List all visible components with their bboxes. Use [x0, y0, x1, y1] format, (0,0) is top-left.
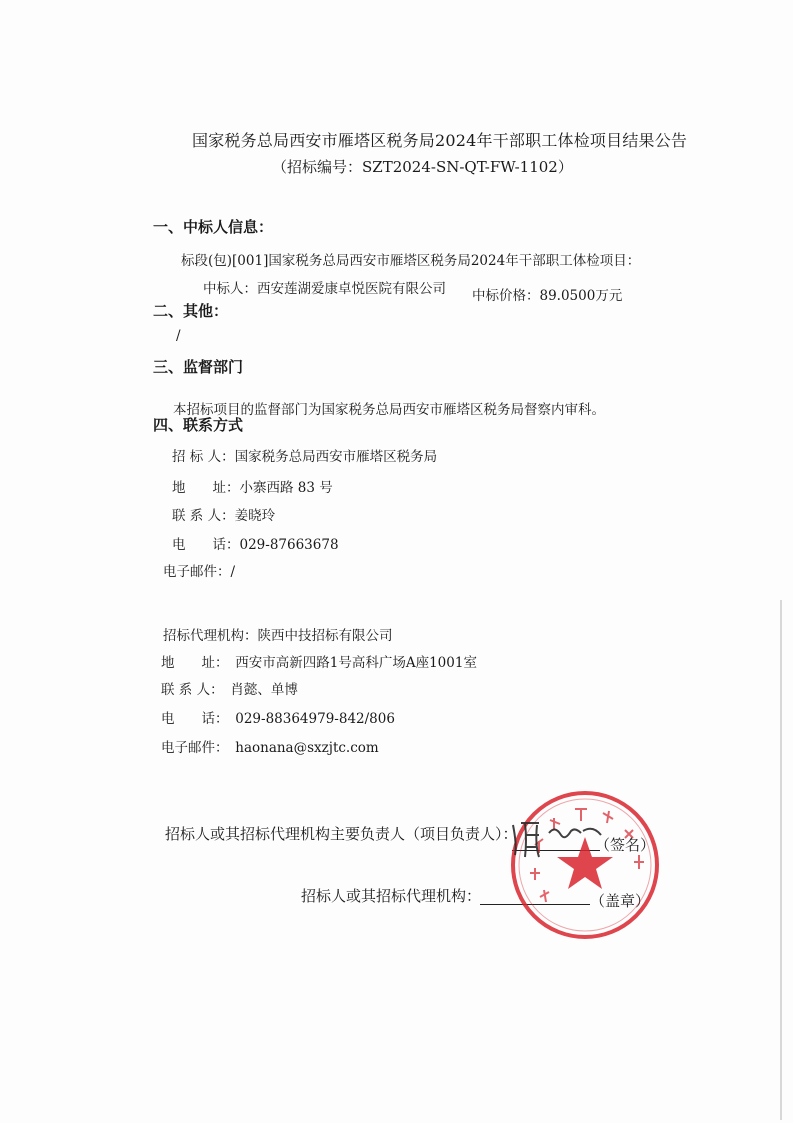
section-4-heading: 四、联系方式	[153, 416, 244, 434]
tenderer-phone: 电 话：029-87663678	[172, 537, 339, 553]
official-seal-stamp	[505, 785, 665, 945]
section-1-heading: 一、中标人信息：	[153, 218, 274, 236]
agency-phone: 电 话： 029-88364979-842/806	[161, 711, 395, 727]
agency-address: 地 址： 西安市高新四路1号高科广场A座1001室	[161, 655, 477, 671]
tenderer-address: 地 址：小寨西路 83 号	[172, 480, 333, 496]
agency-contact: 联 系 人： 肖懿、单博	[161, 682, 298, 698]
tenderer-contact: 联 系 人：姜晓玲	[172, 508, 276, 524]
tenderer-name: 招 标 人：国家税务总局西安市雁塔区税务局	[172, 449, 438, 465]
document-subtitle: （招标编号：SZT2024-SN-QT-FW-1102）	[272, 158, 573, 176]
section-3-heading: 三、监督部门	[153, 358, 244, 376]
responsible-label: 招标人或其招标代理机构主要负责人（项目负责人）：	[165, 825, 518, 843]
winning-price: 中标价格：89.0500万元	[472, 288, 623, 304]
other-content: /	[176, 328, 181, 344]
seal-label: （盖章）	[590, 892, 651, 910]
document-title: 国家税务总局西安市雁塔区税务局2024年干部职工体检项目结果公告	[192, 131, 688, 150]
lot-description: 标段(包)[001]国家税务总局西安市雁塔区税务局2024年干部职工体检项目：	[181, 253, 641, 269]
org-label: 招标人或其招标代理机构：	[301, 887, 482, 905]
agency-email: 电子邮件： haonana@sxzjtc.com	[161, 740, 379, 756]
tenderer-email: 电子邮件：/	[163, 564, 236, 580]
supervision-content: 本招标项目的监督部门为国家税务总局西安市雁塔区税务局督察内审科。	[173, 402, 605, 418]
agency-name: 招标代理机构：陕西中技招标有限公司	[163, 628, 393, 644]
sign-label: （签名）	[595, 836, 656, 854]
winner-name: 中标人：西安莲湖爱康卓悦医院有限公司	[203, 281, 446, 297]
scan-edge-shadow	[780, 600, 782, 1120]
section-2-heading: 二、其他：	[153, 302, 229, 320]
